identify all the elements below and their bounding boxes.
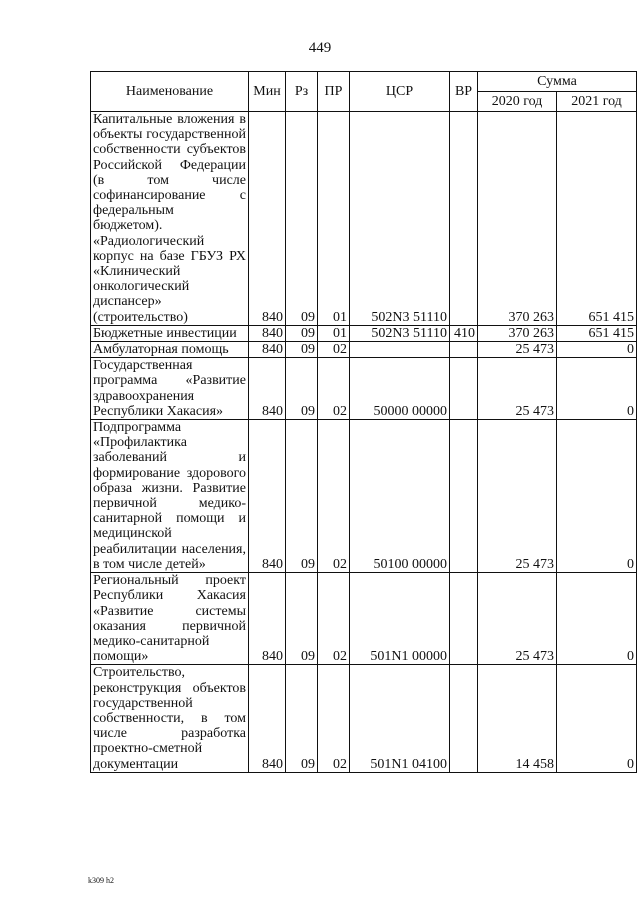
table-row xyxy=(91,358,637,420)
row-min: 840 xyxy=(249,325,286,341)
row-sum-2021: 0 xyxy=(557,665,637,772)
row-pr: 02 xyxy=(318,358,350,420)
header-2021: 2021 год xyxy=(557,92,637,112)
header-sum: Сумма xyxy=(478,72,637,92)
row-name: Строительство, реконструкция объектов государственной собственности, в том числе разработка проектно-сметной документации xyxy=(91,665,249,772)
row-csr xyxy=(350,342,450,358)
row-csr: 50000 00000 xyxy=(350,358,450,420)
row-pr: 02 xyxy=(318,342,350,358)
row-rz: 09 xyxy=(286,358,318,420)
header-csr: ЦСР xyxy=(350,72,450,112)
budget-table xyxy=(90,71,637,773)
row-min: 840 xyxy=(249,665,286,772)
table-row xyxy=(91,342,637,358)
row-sum-2021: 0 xyxy=(557,342,637,358)
row-rz: 09 xyxy=(286,325,318,341)
row-sum-2020: 25 473 xyxy=(478,342,557,358)
row-sum-2020: 14 458 xyxy=(478,665,557,772)
row-min: 840 xyxy=(249,342,286,358)
row-vr: 410 xyxy=(450,325,478,341)
table-row xyxy=(91,420,637,573)
row-sum-2020: 370 263 xyxy=(478,112,557,326)
row-sum-2020: 25 473 xyxy=(478,420,557,573)
row-pr: 01 xyxy=(318,112,350,326)
row-csr: 502N3 51110 xyxy=(350,112,450,326)
row-sum-2021: 0 xyxy=(557,358,637,420)
row-vr xyxy=(450,358,478,420)
row-min: 840 xyxy=(249,420,286,573)
header-pr: ПР xyxy=(318,72,350,112)
header-rz: Рз xyxy=(286,72,318,112)
header-vr: ВР xyxy=(450,72,478,112)
table-row xyxy=(91,112,637,326)
row-name: Бюджетные инвестиции xyxy=(91,325,249,341)
row-name: Подпрограмма «Профилактика заболеваний и формирование здорового образа жизни. Развитие первичной медико-санитарной помощи и медицинской реабилитации населения, в том числе детей» xyxy=(91,420,249,573)
row-vr xyxy=(450,665,478,772)
row-min: 840 xyxy=(249,358,286,420)
row-pr: 02 xyxy=(318,665,350,772)
header-min: Мин xyxy=(249,72,286,112)
row-rz: 09 xyxy=(286,665,318,772)
footer-code: k309 h2 xyxy=(88,876,114,885)
row-sum-2020: 370 263 xyxy=(478,325,557,341)
row-min: 840 xyxy=(249,573,286,665)
table-row xyxy=(91,325,637,341)
row-sum-2020: 25 473 xyxy=(478,573,557,665)
row-vr xyxy=(450,112,478,326)
row-name: Амбулаторная помощь xyxy=(91,342,249,358)
row-sum-2021: 651 415 xyxy=(557,325,637,341)
row-pr: 01 xyxy=(318,325,350,341)
header-name: Наименование xyxy=(91,72,249,112)
row-vr xyxy=(450,420,478,573)
row-rz: 09 xyxy=(286,573,318,665)
row-name: Капитальные вложения в объекты государственной собственности субъектов Российской Федерации (в том числе софинансирование с федеральным бюджетом). «Радиологический корпус на базе ГБУЗ РХ «Клинический онкологический диспансер» (строительство) xyxy=(91,112,249,326)
row-csr: 501N1 04100 xyxy=(350,665,450,772)
table-row xyxy=(91,573,637,665)
row-sum-2021: 651 415 xyxy=(557,112,637,326)
row-rz: 09 xyxy=(286,420,318,573)
header-2020: 2020 год xyxy=(478,92,557,112)
row-pr: 02 xyxy=(318,420,350,573)
page-number: 449 xyxy=(308,40,332,56)
row-rz: 09 xyxy=(286,112,318,326)
row-name: Региональный проект Республики Хакасия «Развитие системы оказания первичной медико-санитарной помощи» xyxy=(91,573,249,665)
row-pr: 02 xyxy=(318,573,350,665)
row-vr xyxy=(450,573,478,665)
row-csr: 50100 00000 xyxy=(350,420,450,573)
row-sum-2021: 0 xyxy=(557,420,637,573)
row-csr: 502N3 51110 xyxy=(350,325,450,341)
row-rz: 09 xyxy=(286,342,318,358)
row-vr xyxy=(450,342,478,358)
row-name: Государственная программа «Развитие здравоохранения Республики Хакасия» xyxy=(91,358,249,420)
table-row xyxy=(91,665,637,772)
row-csr: 501N1 00000 xyxy=(350,573,450,665)
row-sum-2020: 25 473 xyxy=(478,358,557,420)
row-min: 840 xyxy=(249,112,286,326)
row-sum-2021: 0 xyxy=(557,573,637,665)
